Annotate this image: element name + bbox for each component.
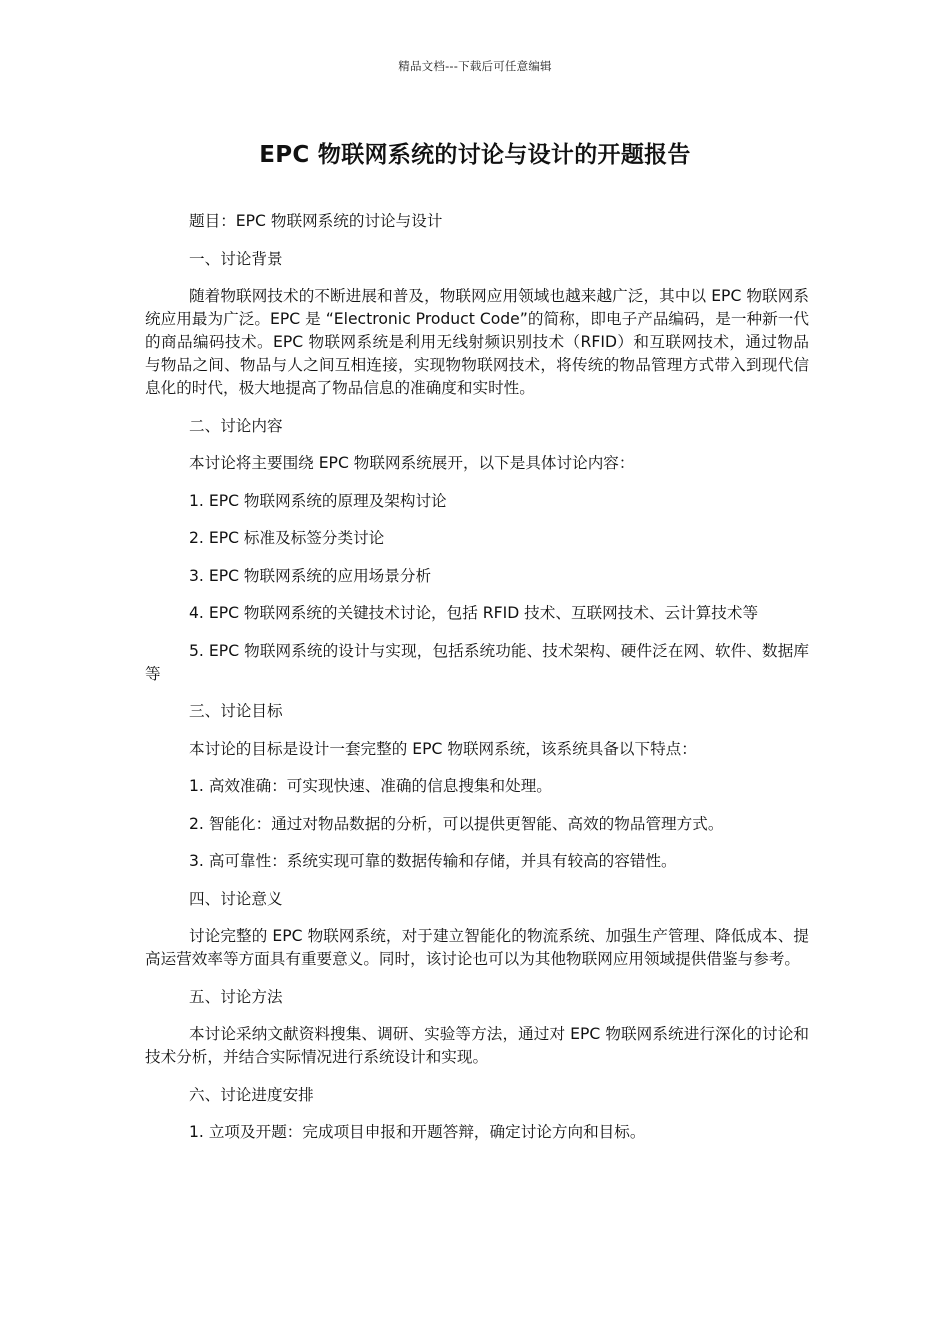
section-heading-background: 一、讨论背景	[189, 249, 283, 268]
section-heading-significance: 四、讨论意义	[189, 889, 283, 908]
section-heading-goals: 三、讨论目标	[189, 702, 283, 720]
header-note: 精品文档---下载后可任意编辑	[398, 59, 552, 73]
list-item-content-5: 5. EPC 物联网系统的设计与实现，包括系统功能、技术架构、硬件泛在网、软件、数据库等	[145, 641, 809, 683]
section-heading-schedule: 六、讨论进度安排	[189, 1085, 314, 1104]
document-title: EPC 物联网系统的讨论与设计的开题报告	[259, 142, 691, 168]
paragraph-background: 随着物联网技术的不断进展和普及，物联网应用领域也越来越广泛，其中以 EPC 物联网系统应用最为广泛。EPC 是 “Electronic Product Code”的简称，即电子产品编码，是一种新一代的商品编码技术。EPC 物联网系统是利用无线射频识别技术（RFID）和互联网技术，通过物品与物品之间、物品与人之间互相连接，实现物物联网技术，将传统的物品管理方式带入到现代信息化的时代，极大地提高了物品信息的准确度和实时性。	[145, 287, 809, 397]
paragraph-content-intro: 本讨论将主要围绕 EPC 物联网系统展开，以下是具体讨论内容：	[189, 454, 635, 472]
section-heading-method: 五、讨论方法	[189, 987, 283, 1006]
paragraph-method: 本讨论采纳文献资料搜集、调研、实验等方法，通过对 EPC 物联网系统进行深化的讨论和技术分析，并结合实际情况进行系统设计和实现。	[145, 1025, 809, 1066]
paragraph-topic: 题目：EPC 物联网系统的讨论与设计	[189, 212, 443, 230]
list-item-content-3: 3. EPC 物联网系统的应用场景分析	[189, 566, 432, 585]
list-item-goal-1: 1. 高效准确：可实现快速、准确的信息搜集和处理。	[189, 777, 552, 795]
list-item-goal-2: 2. 智能化：通过对物品数据的分析，可以提供更智能、高效的物品管理方式。	[189, 814, 724, 833]
paragraph-goals-intro: 本讨论的目标是设计一套完整的 EPC 物联网系统，该系统具备以下特点：	[189, 739, 697, 758]
section-heading-content: 二、讨论内容	[189, 416, 283, 435]
list-item-schedule-1: 1. 立项及开题：完成项目申报和开题答辩，确定讨论方向和目标。	[189, 1123, 646, 1141]
list-item-content-1: 1. EPC 物联网系统的原理及架构讨论	[189, 491, 447, 510]
document-body	[145, 210, 809, 1159]
list-item-content-4: 4. EPC 物联网系统的关键技术讨论，包括 RFID 技术、互联网技术、云计算技术等	[189, 604, 759, 622]
paragraph-significance: 讨论完整的 EPC 物联网系统，对于建立智能化的物流系统、加强生产管理、降低成本、提高运营效率等方面具有重要意义。同时，该讨论也可以为其他物联网应用领域提供借鉴与参考。	[145, 927, 809, 968]
list-item-goal-3: 3. 高可靠性：系统实现可靠的数据传输和存储，并具有较高的容错性。	[189, 852, 677, 870]
list-item-content-2: 2. EPC 标准及标签分类讨论	[189, 529, 385, 547]
